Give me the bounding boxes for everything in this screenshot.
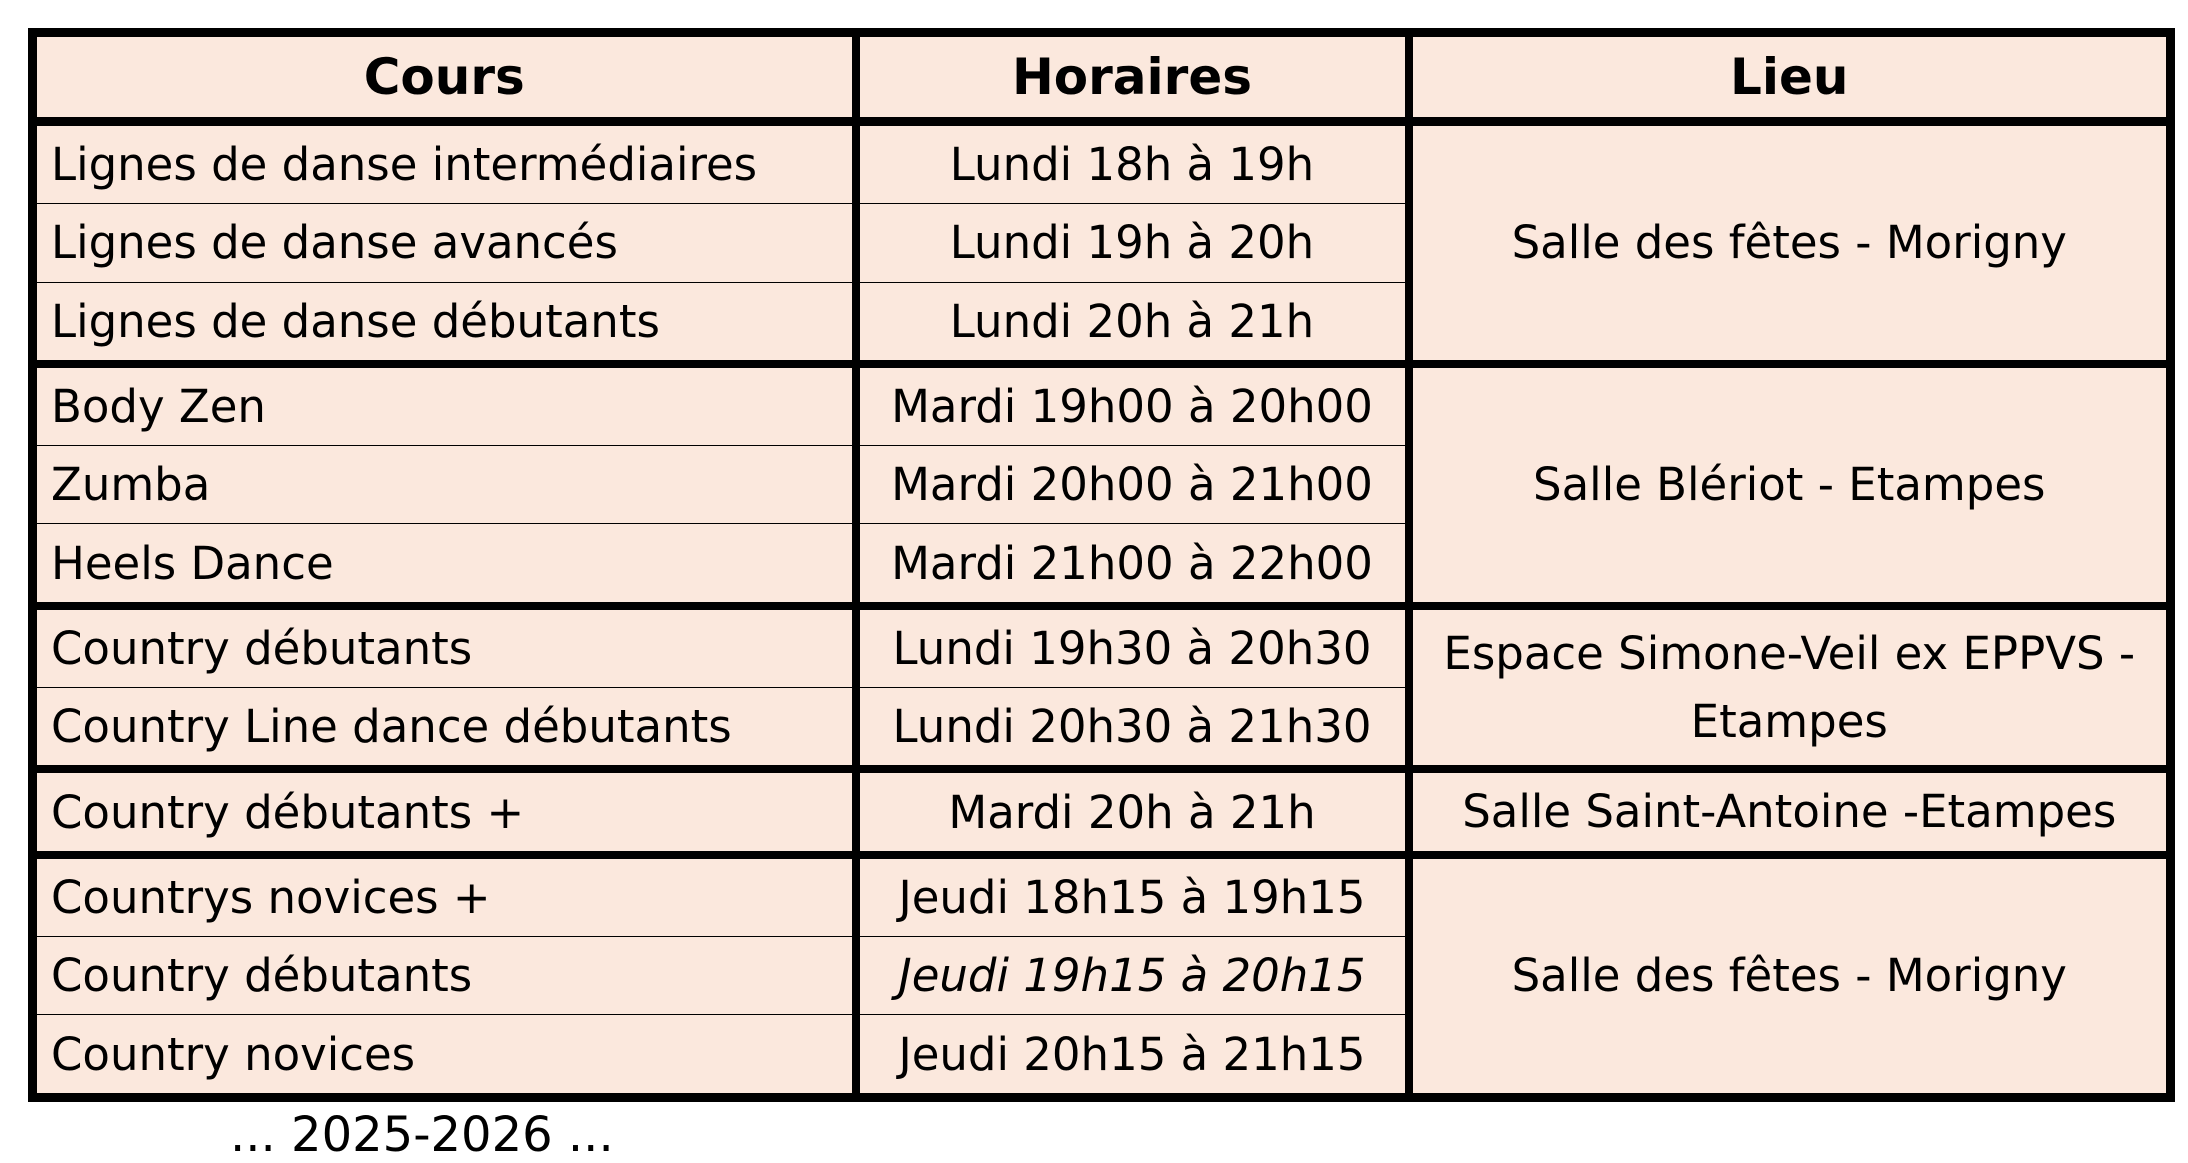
course-schedule: Jeudi 18h15 à 19h15 [856, 855, 1409, 937]
location-cell: Salle des fêtes - Morigny [1409, 855, 2171, 1097]
course-name: Lignes de danse avancés [33, 204, 856, 282]
course-name: Heels Dance [33, 524, 856, 606]
course-name: Countrys novices + [33, 855, 856, 937]
course-name: Country Line dance débutants [33, 688, 856, 770]
location-cell: Salle Saint-Antoine -Etampes [1409, 769, 2171, 855]
course-schedule: Jeudi 19h15 à 20h15 [856, 937, 1409, 1015]
course-name: Lignes de danse débutants [33, 282, 856, 364]
table-row [33, 855, 2171, 937]
course-name: Country débutants [33, 937, 856, 1015]
course-schedule: Mardi 20h à 21h [856, 769, 1409, 855]
location-cell: Espace Simone-Veil ex EPPVS - Etampes [1409, 606, 2171, 770]
footer-text: ... 2025-2026 ... [230, 1107, 614, 1163]
course-schedule: Lundi 19h30 à 20h30 [856, 606, 1409, 688]
location-cell: Salle des fêtes - Morigny [1409, 122, 2171, 364]
table-row [33, 122, 2171, 204]
table-row [33, 769, 2171, 855]
course-schedule: Lundi 20h à 21h [856, 282, 1409, 364]
location-cell: Salle Blériot - Etampes [1409, 364, 2171, 606]
table-row [33, 606, 2171, 688]
course-name: Lignes de danse intermédiaires [33, 122, 856, 204]
course-schedule: Lundi 20h30 à 21h30 [856, 688, 1409, 770]
course-schedule: Jeudi 20h15 à 21h15 [856, 1015, 1409, 1098]
header-schedule: Horaires [856, 33, 1409, 122]
course-name: Body Zen [33, 364, 856, 446]
header-location: Lieu [1409, 33, 2171, 122]
course-name: Zumba [33, 446, 856, 524]
course-schedule: Lundi 19h à 20h [856, 204, 1409, 282]
course-name: Country débutants + [33, 769, 856, 855]
course-name: Country débutants [33, 606, 856, 688]
course-schedule: Lundi 18h à 19h [856, 122, 1409, 204]
course-schedule: Mardi 21h00 à 22h00 [856, 524, 1409, 606]
course-name: Country novices [33, 1015, 856, 1098]
course-schedule: Mardi 20h00 à 21h00 [856, 446, 1409, 524]
table-row [33, 364, 2171, 446]
course-schedule-table [28, 28, 2175, 1102]
course-schedule: Mardi 19h00 à 20h00 [856, 364, 1409, 446]
header-row [33, 33, 2171, 122]
header-course: Cours [33, 33, 856, 122]
